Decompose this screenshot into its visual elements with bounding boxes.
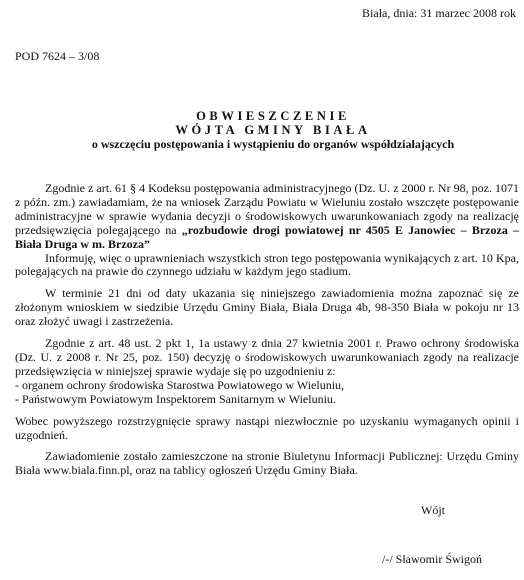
paragraph-legal-basis-text: Zgodnie z art. 61 § 4 Kodeksu postępowania administracyjnego (Dz. U. z 2000 r. Nr 98, poz. 1071 z późn. zm.) zawiadamiam, że na wniosek Zarządu Powiatu w Wieluniu zostało wszczęte postępowanie administracyjne w sprawie wydania decyzji o środowiskowych uwarunkowaniach zgody na realizację przedsięwzięcia polegającego na	[15, 181, 519, 237]
paragraph-publication: Zawiadomienie zostało zamieszczone na stronie Biuletynu Informacji Publicznej: Urzędu Gminy Biała www.biala.finn.pl, oraz na tablicy ogłoszeń Urzędu Gminy Biała.	[15, 449, 519, 478]
document-body	[15, 182, 519, 478]
paragraph-consultation: Zgodnie z art. 48 ust. 2 pkt 1, 1a ustawy z dnia 27 kwietnia 2001 r. Prawo ochrony środowiska (Dz. U. z 2008 r. Nr 25, poz. 150) decyzję o środowiskowych uwarunkowaniach zgody na realizacje przedsięwzięcia w niniejszej sprawie wydaje się po uzgodnieniu z:	[15, 336, 519, 378]
paragraph-legal-basis	[15, 182, 519, 252]
consulting-body-2: - Państwowym Powiatowym Inspektorem Sanitarnym w Wieluniu.	[15, 391, 336, 406]
consulting-body-1: - organem ochrony środowiska Starostwa Powiatowego w Wieluniu,	[15, 377, 345, 392]
document-subject: o wszczęciu postępowania i wystąpieniu do organów współdziałających	[91, 137, 455, 151]
signature-name: /-/ Sławomir Świgoń	[382, 552, 483, 566]
document-title: OBWIESZCZENIE	[196, 109, 350, 123]
signature-title: Wójt	[421, 503, 445, 517]
title-block	[0, 109, 524, 152]
project-name: „rozbudowie drogi powiatowej nr 4505 E Janowiec – Brzoza – Biała Druga w m. Brzoza”	[15, 222, 519, 251]
paragraph-party-rights: Informuję, więc o uprawnieniach wszystkich stron tego postępowania wynikających z art. 10 Kpa, polegających na prawie do czynnego udziału w każdym jego stadium.	[15, 250, 519, 279]
reference-number: POD 7624 – 3/08	[15, 49, 100, 63]
paragraph-resolution: Wobec powyższego rozstrzygnięcie sprawy nastąpi niezwłocznie po uzyskaniu wymaganych opinii i uzgodnień.	[15, 413, 519, 442]
paragraph-inspection-deadline: W terminie 21 dni od daty ukazania się niniejszego zawiadomienia można zapoznać się ze złożonym wnioskiem w siedzibie Urzędu Gminy Biała, Biała Druga 4b, 98-350 Biała w pokoju nr 13 oraz złożyć uwagi i zastrzeżenia.	[15, 286, 519, 329]
place-date: Biała, dnia: 31 marzec 2008 rok	[362, 6, 516, 20]
issuing-authority: WÓJTA GMINY BIAŁA	[175, 123, 371, 137]
